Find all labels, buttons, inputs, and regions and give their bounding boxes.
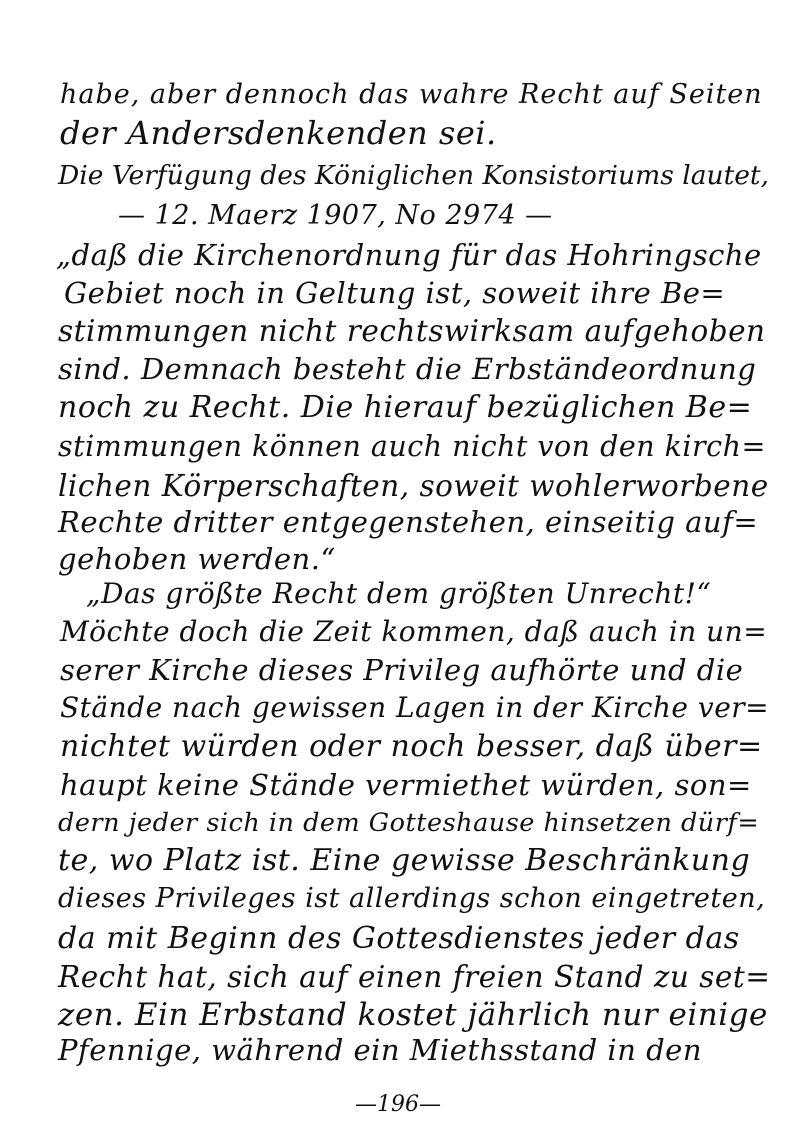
text-line: habe, aber dennoch das wahre Recht auf Seiten: [60, 79, 763, 110]
text-line: Gebiet noch in Geltung ist, soweit ihre Be=: [64, 276, 726, 310]
text-line: Pfennige, während ein Miethsstand in den: [58, 1033, 703, 1067]
text-line: da mit Beginn des Gottesdienstes jeder das: [58, 921, 740, 956]
text-line: stimmungen können auch nicht von den kirch=: [58, 430, 766, 463]
page-number: —196—: [355, 1092, 441, 1117]
text-line: „Das größte Recht dem größten Unrecht!“: [86, 577, 712, 610]
text-line: nichtet würden oder noch besser, daß über=: [60, 729, 763, 764]
text-line: zen. Ein Erbstand kostet jährlich nur einige: [58, 997, 768, 1033]
text-line: Rechte dritter entgegenstehen, einseitig auf=: [58, 505, 759, 539]
text-line: haupt keine Stände vermiethet würden, son=: [60, 768, 752, 802]
text-line: serer Kirche dieses Privileg aufhörte und die: [60, 653, 744, 687]
text-line: „daß die Kirchenordnung für das Hohringsche: [56, 238, 762, 272]
text-line: Die Verfügung des Königlichen Konsistoriums lautet,: [58, 160, 769, 191]
text-line: te, wo Platz ist. Eine gewisse Beschränkung: [58, 843, 751, 878]
text-line: lichen Körperschaften, soweit wohlerworbene: [58, 469, 769, 503]
text-line: sind. Demnach besteht die Erbständeordnung: [58, 352, 757, 386]
text-line: gehoben werden.“: [58, 542, 336, 576]
text-line: noch zu Recht. Die hierauf bezüglichen Be=: [58, 390, 753, 425]
text-line: Möchte doch die Zeit kommen, daß auch in un=: [60, 615, 768, 648]
text-line: dern jeder sich in dem Gotteshause hinsetzen dürf=: [58, 808, 760, 838]
text-line: Stände nach gewissen Lagen in der Kirche ver=: [60, 691, 770, 724]
text-line: Recht hat, sich auf einen freien Stand zu set=: [58, 960, 771, 994]
text-line: — 12. Maerz 1907, No 2974 —: [118, 200, 553, 231]
text-line: dieses Privileges ist allerdings schon eingetreten,: [58, 883, 766, 914]
text-line: stimmungen nicht rechtswirksam aufgehoben: [58, 314, 766, 348]
text-line: der Andersdenkenden sei.: [60, 114, 497, 152]
